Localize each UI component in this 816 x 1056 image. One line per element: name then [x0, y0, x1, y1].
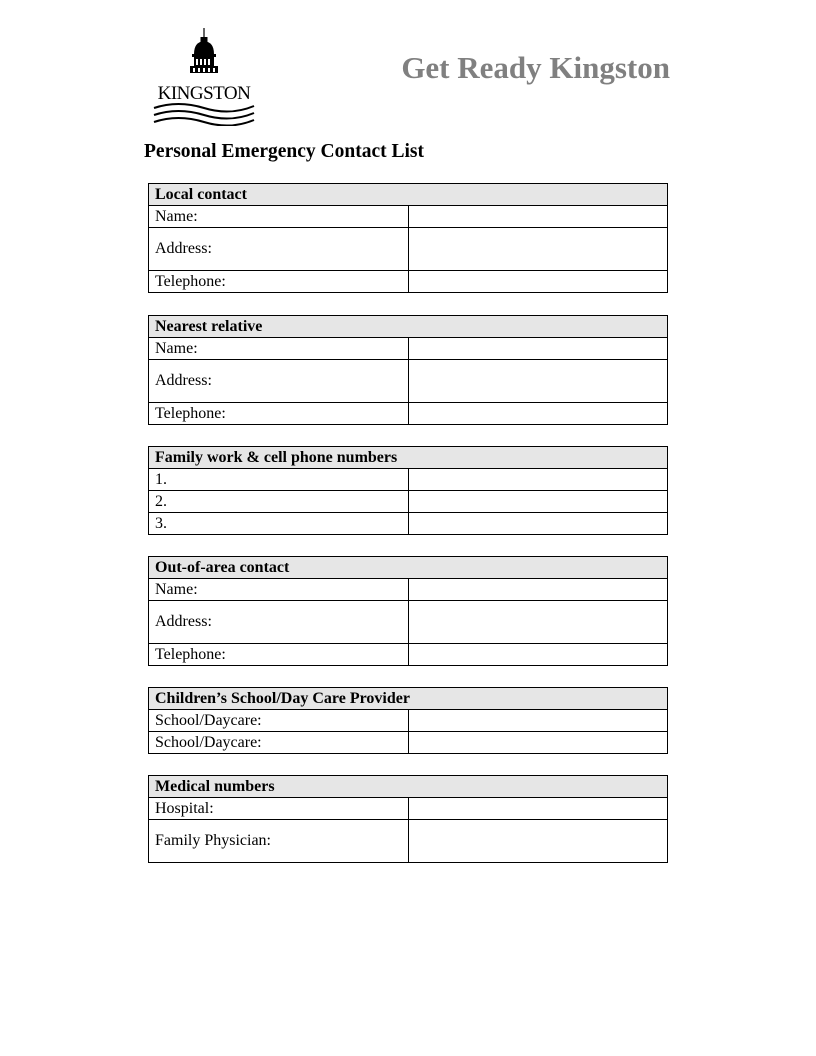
- name-field[interactable]: [408, 579, 668, 601]
- address-field[interactable]: [408, 360, 668, 403]
- row-label: Address:: [149, 228, 409, 271]
- row-label: Name:: [149, 579, 409, 601]
- document-title: Personal Emergency Contact List: [144, 141, 424, 162]
- section-heading: Medical numbers: [149, 776, 668, 798]
- row-label: Address:: [149, 360, 409, 403]
- address-field[interactable]: [408, 601, 668, 644]
- hospital-field[interactable]: [408, 798, 668, 820]
- row-label: 3.: [149, 513, 409, 535]
- logo-wordmark: KINGSTON: [157, 83, 251, 104]
- city-hall-logo-icon: [150, 26, 260, 126]
- row-label: 1.: [149, 469, 409, 491]
- section-heading: Family work & cell phone numbers: [149, 447, 668, 469]
- kingston-logo: [150, 26, 260, 126]
- brand-title: Get Ready Kingston: [401, 50, 670, 85]
- name-field[interactable]: [408, 206, 668, 228]
- school-daycare-table: [148, 687, 668, 754]
- row-label: Name:: [149, 206, 409, 228]
- row-label: Telephone:: [149, 644, 409, 666]
- row-label: Hospital:: [149, 798, 409, 820]
- local-contact-table: [148, 183, 668, 293]
- telephone-field[interactable]: [408, 403, 668, 425]
- family-phone-numbers-table: [148, 446, 668, 535]
- row-label: Telephone:: [149, 271, 409, 293]
- out-of-area-contact-table: [148, 556, 668, 666]
- telephone-field[interactable]: [408, 271, 668, 293]
- phone-number-field[interactable]: [408, 469, 668, 491]
- telephone-field[interactable]: [408, 644, 668, 666]
- phone-number-field[interactable]: [408, 513, 668, 535]
- school-daycare-field[interactable]: [408, 732, 668, 754]
- row-label: Name:: [149, 338, 409, 360]
- section-heading: Out-of-area contact: [149, 557, 668, 579]
- row-label: School/Daycare:: [149, 732, 409, 754]
- row-label: Family Physician:: [149, 820, 409, 863]
- section-heading: Children’s School/Day Care Provider: [149, 688, 668, 710]
- phone-number-field[interactable]: [408, 491, 668, 513]
- row-label: School/Daycare:: [149, 710, 409, 732]
- row-label: 2.: [149, 491, 409, 513]
- address-field[interactable]: [408, 228, 668, 271]
- section-heading: Local contact: [149, 184, 668, 206]
- family-physician-field[interactable]: [408, 820, 668, 863]
- nearest-relative-table: [148, 315, 668, 425]
- row-label: Address:: [149, 601, 409, 644]
- medical-numbers-table: [148, 775, 668, 863]
- section-heading: Nearest relative: [149, 316, 668, 338]
- name-field[interactable]: [408, 338, 668, 360]
- school-daycare-field[interactable]: [408, 710, 668, 732]
- row-label: Telephone:: [149, 403, 409, 425]
